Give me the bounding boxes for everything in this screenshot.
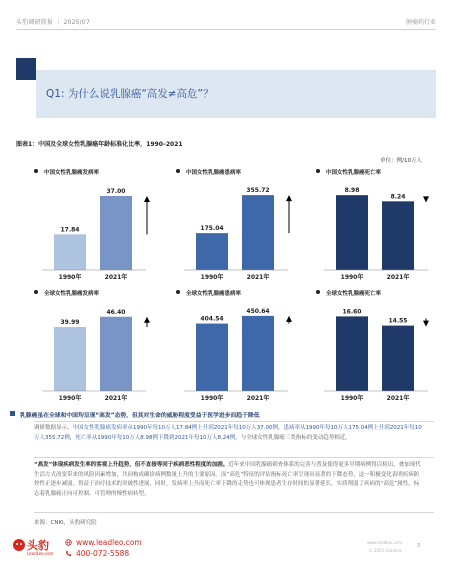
chart-panel bbox=[316, 168, 452, 286]
bar-chart bbox=[316, 299, 452, 407]
data-label: 8.98 bbox=[344, 187, 360, 195]
header-divider bbox=[16, 29, 436, 30]
category-label: 2021年 bbox=[104, 395, 128, 402]
chart-panel bbox=[34, 168, 174, 286]
leopard-logo-icon bbox=[12, 538, 26, 552]
question-title: Q1: 为什么说乳腺癌“高发≠高危”？ bbox=[46, 88, 214, 100]
category-label: 1990年 bbox=[340, 274, 364, 281]
category-label: 1990年 bbox=[340, 395, 364, 402]
bar-chart bbox=[316, 178, 452, 286]
data-label: 404.54 bbox=[200, 315, 224, 323]
p1-tail: 。与全球女性乳腺癌三类指标的变动趋势相近。 bbox=[235, 434, 351, 441]
bar bbox=[382, 326, 414, 391]
arrow-down-icon bbox=[423, 196, 429, 202]
chart-panel bbox=[316, 289, 452, 407]
footer-logo-sub: LeadLeo.com bbox=[27, 551, 54, 556]
arrow-up-icon bbox=[286, 195, 292, 201]
chart-title: 中国女性乳腺癌患病率 bbox=[186, 170, 242, 176]
section-heading: 乳腺癌虽在全球和中国均呈现“高发”态势，但其对生命的威胁程度受益于医学进步而趋于降低 bbox=[20, 413, 260, 419]
bullet-icon bbox=[34, 290, 38, 294]
bar bbox=[242, 316, 274, 391]
arrow-up-icon bbox=[286, 316, 292, 322]
bar-chart bbox=[34, 178, 174, 286]
bar-chart bbox=[176, 299, 316, 407]
p2-rest: 近年来中国乳腺癌筛查体系的完善与普及使得更多早期病例得以检出，叠加现代生活方式改变带来的风险因素增加，共同构成确诊病例数量上升的主要原因。而“高危”特征的评估指标死亡率呈现出显著的下降态势，这一积极变化表明疾病防控性正逐步减弱，得益于治疗技术的突破性进展，同时，发病率上升而死亡率下降的走势也可体现患者生存时间的显著延长，实质削弱了疾病的“高危”属性，标志着乳腺癌正向可控制、可管理的慢性病转型。 bbox=[34, 462, 421, 497]
arrow-up-icon bbox=[144, 196, 150, 202]
chart-title: 中国女性乳腺癌死亡率 bbox=[326, 170, 382, 176]
category-label: 2021年 bbox=[104, 274, 128, 281]
data-label: 37.00 bbox=[106, 188, 126, 195]
bullet-icon bbox=[176, 169, 180, 173]
category-label: 2021年 bbox=[386, 395, 410, 402]
bar bbox=[242, 195, 274, 270]
bar-chart bbox=[34, 299, 174, 407]
bar bbox=[336, 316, 368, 391]
bar bbox=[196, 233, 228, 270]
figure-unit: 单位：例/10万人 bbox=[380, 158, 422, 164]
chart-title: 全球女性乳腺癌发病率 bbox=[44, 291, 100, 297]
footer-right-1: www.leadleo.com bbox=[366, 540, 402, 545]
bullet-icon bbox=[34, 169, 38, 173]
source-note: 来源：CNKI，头豹研究院 bbox=[34, 520, 97, 526]
chart-panel bbox=[176, 168, 316, 286]
chart-panel bbox=[34, 289, 174, 407]
arrow-up-icon bbox=[144, 317, 150, 323]
footer-right-2: © 2025 LeadLeo bbox=[368, 548, 402, 553]
footer-website[interactable]: www.leadleo.com bbox=[76, 538, 142, 547]
category-label: 1990年 bbox=[58, 395, 82, 402]
divider-2 bbox=[34, 457, 434, 458]
bar bbox=[382, 201, 414, 270]
data-label: 450.64 bbox=[246, 307, 270, 315]
category-label: 1990年 bbox=[58, 274, 82, 281]
bar bbox=[196, 324, 228, 391]
chart-panel bbox=[176, 289, 316, 407]
category-label: 2021年 bbox=[246, 395, 270, 402]
data-label: 175.04 bbox=[200, 225, 224, 233]
section-marker bbox=[10, 411, 15, 416]
category-label: 2021年 bbox=[246, 274, 270, 281]
arrow-down-icon bbox=[423, 321, 429, 327]
paragraph-2 bbox=[34, 461, 424, 499]
data-label: 14.55 bbox=[388, 317, 408, 325]
data-label: 8.24 bbox=[390, 193, 406, 201]
category-label: 2021年 bbox=[386, 274, 410, 281]
divider-3 bbox=[34, 512, 434, 513]
data-label: 46.40 bbox=[106, 308, 126, 316]
bar bbox=[54, 234, 86, 270]
category-label: 1990年 bbox=[200, 274, 224, 281]
p1-lead: 调研数据显示， bbox=[34, 425, 73, 431]
data-label: 355.72 bbox=[246, 187, 270, 195]
chart-title: 全球女性乳腺癌患病率 bbox=[186, 291, 242, 297]
phone-icon bbox=[65, 550, 72, 557]
bullet-icon bbox=[316, 169, 320, 173]
data-label: 17.84 bbox=[60, 226, 80, 234]
header-left: 头豹调研简报 ｜ 2025/07 bbox=[16, 19, 90, 26]
paragraph-1 bbox=[34, 424, 424, 443]
bar bbox=[336, 195, 368, 270]
data-label: 39.99 bbox=[60, 319, 80, 327]
bar-chart bbox=[176, 178, 316, 286]
figure-title: 图表1：中国及全球女性乳腺癌年龄标准化比率，1990–2021 bbox=[16, 141, 183, 148]
divider-1 bbox=[34, 421, 434, 422]
footer-logo: 头豹 bbox=[27, 539, 49, 552]
accent-block bbox=[16, 58, 36, 80]
footer-phone[interactable]: 400-072-5588 bbox=[76, 549, 130, 558]
bar bbox=[100, 196, 132, 270]
bullet-icon bbox=[176, 290, 180, 294]
data-label: 16.60 bbox=[342, 308, 362, 316]
p2-bold: “高发”体现疾病发生率的客观上升趋势，但不直接等同于疾病恶性程度的加剧。 bbox=[34, 462, 229, 468]
bullet-icon bbox=[316, 290, 320, 294]
category-label: 1990年 bbox=[200, 395, 224, 402]
bar bbox=[100, 317, 132, 391]
globe-icon bbox=[65, 539, 72, 546]
chart-title: 中国女性乳腺癌发病率 bbox=[44, 170, 100, 176]
chart-title: 全球女性乳腺癌死亡率 bbox=[326, 291, 382, 297]
p1-highlight: 中国女性乳腺癌发病率从1990年每10万人17.84例上升到2021年每10万人37.00例，患病率从1990年每10万人175.04例上升到2021年每10万人355.72例，死亡率从1990年每10万人8.98例下降到2021年每10万人8.24例 bbox=[34, 425, 422, 441]
header-right: 肿瘤药行业 bbox=[405, 19, 436, 26]
page-number: 3 bbox=[416, 543, 420, 549]
bar bbox=[54, 327, 86, 391]
